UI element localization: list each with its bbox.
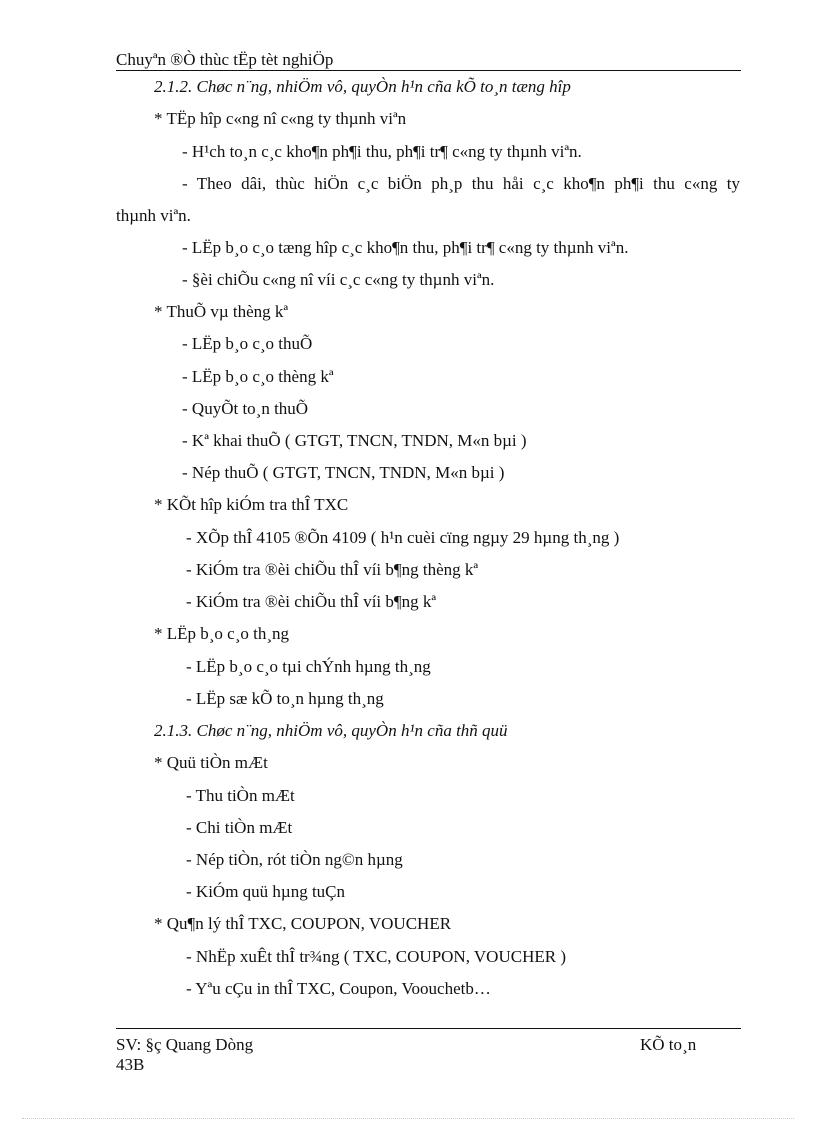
footer-rule bbox=[116, 1028, 741, 1029]
header-rule bbox=[116, 70, 741, 71]
footer-student: SV: §ç Quang Dòng bbox=[116, 1035, 254, 1054]
list-item: - Chi tiÒn mÆt bbox=[186, 818, 293, 837]
bullet-heading: * KÕt hîp kiÓm tra thÎ TXC bbox=[154, 495, 349, 514]
footer-class: 43B bbox=[116, 1055, 145, 1074]
list-item: - Theo dâi, thùc hiÖn c¸c biÖn ph¸p thu håi c¸c kho¶n ph¶i thu c«ng ty bbox=[182, 174, 740, 193]
list-item: - KiÓm tra ®èi chiÕu thÎ víi b¶ng kª bbox=[186, 592, 437, 611]
list-item: - Nép thuÕ ( GTGT, TNCN, TNDN, M«n bµi ) bbox=[182, 463, 505, 482]
list-item: - Yªu cÇu in thÎ TXC, Coupon, Voouchetb… bbox=[186, 979, 491, 998]
list-item: - XÕp thÎ 4105 ®Õn 4109 ( h¹n cuèi cïng ngµy 29 hµng th¸ng ) bbox=[186, 528, 620, 547]
bullet-heading: * ThuÕ vµ thèng kª bbox=[154, 302, 289, 321]
list-item: - LËp b¸o c¸o thèng kª bbox=[182, 367, 334, 386]
list-item: - KiÓm tra ®èi chiÕu thÎ víi b¶ng thèng kª bbox=[186, 560, 479, 579]
list-item: - Nép tiÒn, rót tiÒn ng©n hµng bbox=[186, 850, 403, 869]
list-item: - LËp b¸o c¸o tæng hîp c¸c kho¶n thu, ph¶i tr¶ c«ng ty thµnh viªn. bbox=[182, 238, 629, 257]
list-item: - LËp sæ kÕ to¸n hµng th¸ng bbox=[186, 689, 384, 708]
list-item: - H¹ch to¸n c¸c kho¶n ph¶i thu, ph¶i tr¶ c«ng ty thµnh viªn. bbox=[182, 142, 582, 161]
list-item: - KiÓm quü hµng tuÇn bbox=[186, 882, 346, 901]
list-item: - LËp b¸o c¸o tµi chÝnh hµng th¸ng bbox=[186, 657, 431, 676]
list-item-continuation: thµnh viªn. bbox=[116, 206, 191, 225]
list-item: - LËp b¸o c¸o thuÕ bbox=[182, 334, 313, 353]
bullet-heading: * Quü tiÒn mÆt bbox=[154, 753, 268, 772]
section-heading-2-1-3: 2.1.3. Chøc n¨ng, nhiÖm vô, quyÒn h¹n cña thñ quü bbox=[154, 721, 508, 740]
running-header: Chuyªn ®Ò thùc tËp tèt nghiÖp bbox=[116, 50, 334, 69]
list-item: - QuyÕt to¸n thuÕ bbox=[182, 399, 309, 418]
page-bottom-dotted-border bbox=[22, 1118, 794, 1119]
list-item: - NhËp xuÊt thÎ tr¾ng ( TXC, COUPON, VOUCHER ) bbox=[186, 947, 566, 966]
list-item: - §èi chiÕu c«ng nî víi c¸c c«ng ty thµnh viªn. bbox=[182, 270, 495, 289]
section-heading-2-1-2: 2.1.2. Chøc n¨ng, nhiÖm vô, quyÒn h¹n cña kÕ to¸n tæng hîp bbox=[154, 77, 571, 96]
bullet-heading: * TËp hîp c«ng nî c«ng ty thµnh viªn bbox=[154, 109, 407, 128]
bullet-heading: * LËp b¸o c¸o th¸ng bbox=[154, 624, 290, 643]
footer-department: KÕ to¸n bbox=[640, 1035, 697, 1054]
bullet-heading: * Qu¶n lý thÎ TXC, COUPON, VOUCHER bbox=[154, 914, 452, 933]
list-item: - Thu tiÒn mÆt bbox=[186, 786, 295, 805]
list-item: - Kª khai thuÕ ( GTGT, TNCN, TNDN, M«n bµi ) bbox=[182, 431, 527, 450]
